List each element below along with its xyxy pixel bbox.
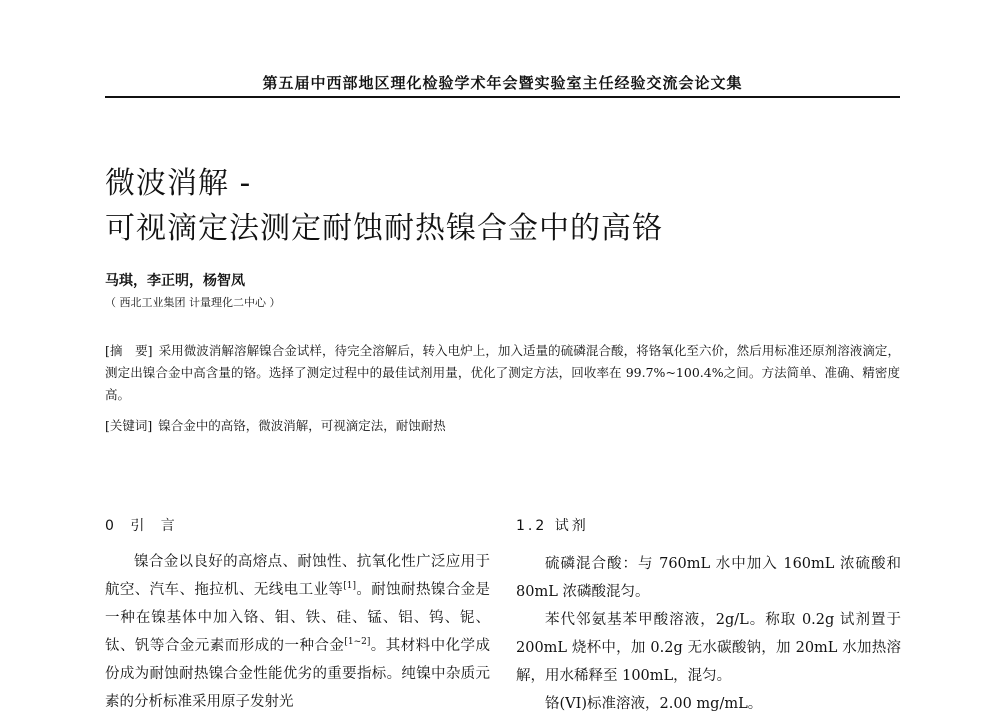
right-column: [516, 512, 901, 718]
keywords-label: [关键词]: [105, 418, 153, 433]
keywords-text: 镍合金中的高铬，微波消解，可视滴定法，耐蚀耐热: [158, 418, 446, 433]
intro-text-c: 。其材料中化学成份成为耐蚀耐热镍合金性能优劣的重要指标。纯镍中杂质元素的分析标准采用原子发射光: [105, 638, 491, 710]
intro-text-b: 。耐蚀耐热镍合金是一种在镍基体中加入铬、钼、铁、硅、锰、铝、钨、铌、钛、钒等合金元素而形成的一种合金: [105, 582, 491, 654]
citation-ref-1-2[interactable]: [1~2]: [344, 637, 371, 648]
introduction-paragraph: [105, 548, 490, 716]
section-heading-introduction: 0 引 言: [105, 518, 181, 534]
section-heading-reagents: 1.2 试剂: [516, 518, 589, 534]
abstract-text: 采用微波消解溶解镍合金试样，待完全溶解后，转入电炉上，加入适量的硫磷混合酸，将铬氧化至六价，然后用标准还原剂溶液滴定，测定出镍合金中高含量的铬。选择了测定过程中的最佳试剂用量，优化了测定方法，回收率在 99.7%~100.4%之间。方法简单、准确、精密度高。: [105, 343, 900, 402]
paper-title-line-1: 微波消解 -: [105, 166, 252, 201]
authors: 马琪，李正明，杨智凤: [105, 273, 245, 289]
paper-title-line-2: 可视滴定法测定耐蚀耐热镍合金中的高铬: [105, 211, 663, 246]
affiliation: （ 西北工业集团 计量理化二中心 ）: [105, 296, 281, 309]
reagent-paragraph-1: 硫磷混合酸：与 760mL 水中加入 160mL 浓硫酸和 80mL 浓磷酸混匀。: [516, 556, 901, 600]
left-column: [105, 512, 490, 716]
header-rule: [105, 96, 900, 98]
intro-text-a: 镍合金以良好的高熔点、耐蚀性、抗氧化性广泛应用于航空、汽车、拖拉机、无线电工业等: [105, 554, 490, 598]
citation-ref-1[interactable]: [1]: [343, 581, 356, 592]
running-header: 第五届中西部地区理化检验学术年会暨实验室主任经验交流会论文集: [262, 74, 743, 92]
abstract: [105, 340, 900, 406]
abstract-label: [摘 要]: [105, 343, 153, 358]
keywords: [105, 415, 900, 437]
reagent-paragraph-3: 铬(VI)标准溶液，2.00 mg/mL。: [545, 696, 763, 712]
reagent-paragraph-2: 苯代邻氨基苯甲酸溶液，2g/L。称取 0.2g 试剂置于 200mL 烧杯中，加 0.2g 无水碳酸钠，加 20mL 水加热溶解，用水稀释至 100mL，混匀。: [516, 612, 901, 684]
